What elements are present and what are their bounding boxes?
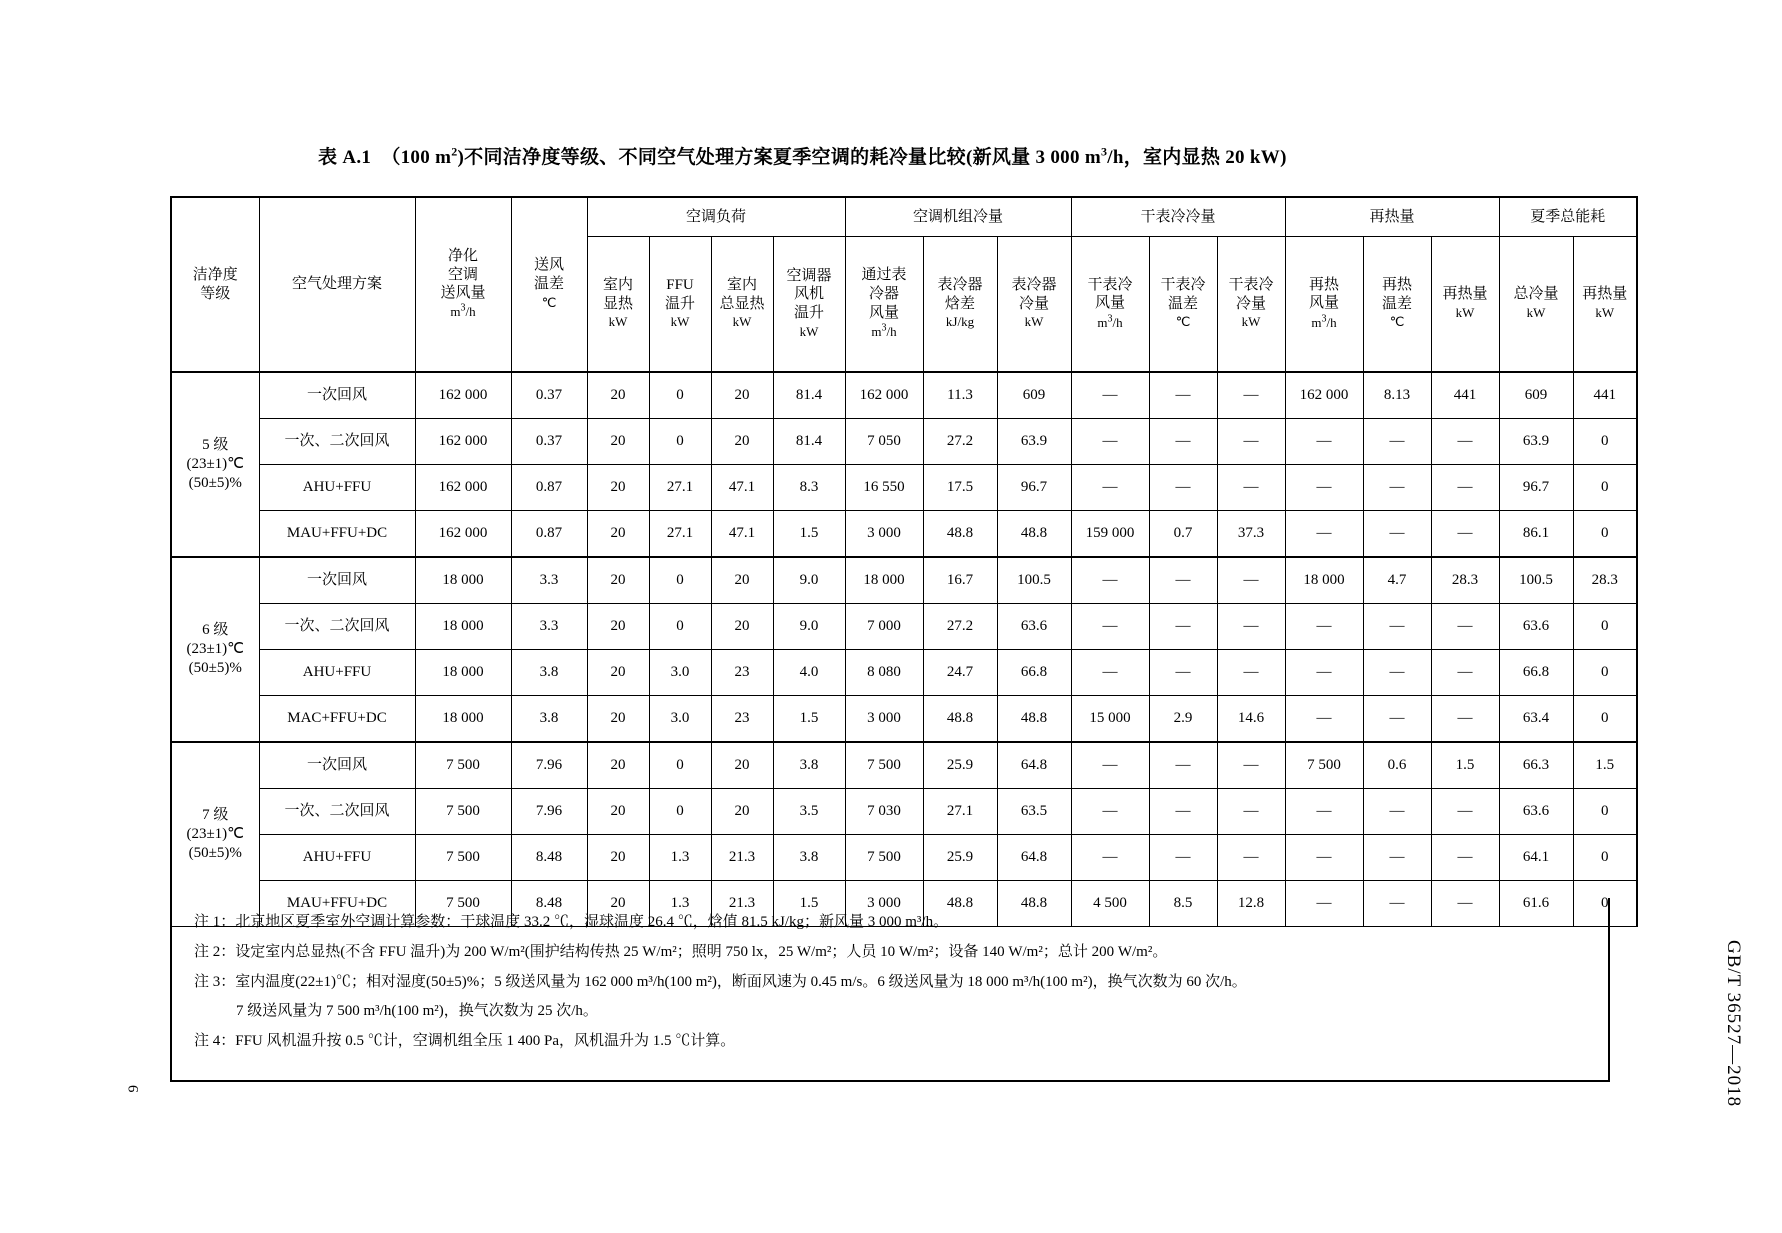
note-2: 注 2：设定室内总显热(不含 FFU 温升)为 200 W/m²(围护结构传热 25 W/m²；照明 750 lx，25 W/m²；人员 10 W/m²；设备 140 W/m²；总计 200 W/m²。	[194, 943, 1168, 960]
cell: —	[1363, 696, 1431, 743]
scheme-cell: AHU+FFU	[259, 835, 415, 881]
header-reheat-airflow: 再热 风量 $m^3/h$	[1285, 237, 1363, 373]
standard-id: GB/T 36527—2018	[1723, 940, 1744, 1108]
cell: 15 000	[1071, 696, 1149, 743]
table-row	[171, 789, 1637, 835]
cell: 0.37	[511, 419, 587, 465]
header-reheat-tempdiff: 再热 温差 ℃	[1363, 237, 1431, 373]
cell: 63.9	[997, 419, 1071, 465]
cell: —	[1431, 419, 1499, 465]
header-group-load: 空调负荷	[587, 197, 845, 237]
cell: —	[1363, 650, 1431, 696]
cell: 3.5	[773, 789, 845, 835]
cell: —	[1363, 511, 1431, 558]
header-coil-airflow: 通过表 冷器 风量 $m^3/h$	[845, 237, 923, 373]
cell: —	[1431, 835, 1499, 881]
cell: 20	[587, 511, 649, 558]
cell: 48.8	[997, 696, 1071, 743]
cell: 64.1	[1499, 835, 1573, 881]
cell: 66.8	[1499, 650, 1573, 696]
cell: 4.0	[773, 650, 845, 696]
cell: 18 000	[1285, 557, 1363, 604]
table-row	[171, 465, 1637, 511]
cell: —	[1217, 742, 1285, 789]
cell: 27.2	[923, 419, 997, 465]
header-supply-air: 净化 空调 送风量 $m^3/h$	[415, 197, 511, 372]
header-reheat-capacity: 再热量 kW	[1431, 237, 1499, 373]
cell: 20	[711, 372, 773, 419]
cell: 20	[587, 835, 649, 881]
note-1: 注 1：北京地区夏季室外空调计算参数：干球温度 33.2 ℃，湿球温度 26.4 ℃，焓值 81.5 kJ/kg；新风量 3 000 m³/h。	[194, 914, 949, 930]
cell: 28.3	[1431, 557, 1499, 604]
cell: 7 050	[845, 419, 923, 465]
class-line-1: 6 级	[202, 622, 229, 639]
scheme-cell: 一次、二次回风	[259, 789, 415, 835]
cell: 7 500	[845, 742, 923, 789]
scheme-cell: MAU+FFU+DC	[259, 511, 415, 558]
cell: 7.96	[511, 742, 587, 789]
cell: 0	[649, 789, 711, 835]
cell: 3.8	[773, 742, 845, 789]
note-3-cont: 7 级送风量为 7 500 m³/h(100 m²)，换气次数为 25 次/h。	[236, 1003, 598, 1020]
cell: 81.4	[773, 372, 845, 419]
header-indoor-total-sensible: 室内 总显热 kW	[711, 237, 773, 373]
cell: 96.7	[997, 465, 1071, 511]
cell: 86.1	[1499, 511, 1573, 558]
table-row	[171, 742, 1637, 789]
cell: 162 000	[415, 419, 511, 465]
cell: 7 500	[415, 789, 511, 835]
cell: 0.6	[1363, 742, 1431, 789]
cell: 27.1	[923, 789, 997, 835]
cell: 63.4	[1499, 696, 1573, 743]
cell: 159 000	[1071, 511, 1149, 558]
cell: 7 500	[845, 835, 923, 881]
cell: 1.5	[1431, 742, 1499, 789]
cell: 48.8	[923, 881, 997, 927]
cell: 20	[711, 789, 773, 835]
table-row	[171, 696, 1637, 743]
cell: 441	[1431, 372, 1499, 419]
cell: —	[1285, 696, 1363, 743]
cell: —	[1071, 557, 1149, 604]
cell: —	[1217, 419, 1285, 465]
scheme-cell: 一次回风	[259, 557, 415, 604]
cell: 162 000	[1285, 372, 1363, 419]
cell: 81.4	[773, 419, 845, 465]
cell: 21.3	[711, 881, 773, 927]
cell: —	[1149, 372, 1217, 419]
cell: —	[1285, 465, 1363, 511]
cell: —	[1285, 650, 1363, 696]
table-row	[171, 835, 1637, 881]
cell: —	[1363, 789, 1431, 835]
header-ffu-rise: FFU 温升 kW	[649, 237, 711, 373]
cell: 8.3	[773, 465, 845, 511]
cell: 47.1	[711, 465, 773, 511]
comparison-table	[170, 196, 1638, 927]
cell: 0.7	[1149, 511, 1217, 558]
page-number: 9	[126, 1085, 142, 1093]
cell: 20	[587, 789, 649, 835]
scheme-cell: AHU+FFU	[259, 650, 415, 696]
cell: 14.6	[1217, 696, 1285, 743]
cell: 0	[1573, 881, 1637, 927]
cell: 0	[1573, 511, 1637, 558]
cell: 11.3	[923, 372, 997, 419]
cell: 3.3	[511, 557, 587, 604]
cell: —	[1285, 835, 1363, 881]
cell: —	[1149, 419, 1217, 465]
cell: 20	[587, 696, 649, 743]
cell: 20	[587, 557, 649, 604]
cell: 3.8	[773, 835, 845, 881]
cell: 162 000	[415, 465, 511, 511]
cell: —	[1285, 419, 1363, 465]
cell: —	[1071, 372, 1149, 419]
cell: 3 000	[845, 511, 923, 558]
cell: 18 000	[415, 604, 511, 650]
cell: 3 000	[845, 696, 923, 743]
header-group-ahu: 空调机组冷量	[845, 197, 1071, 237]
cell: 609	[997, 372, 1071, 419]
header-coil-capacity: 表冷器 冷量 kW	[997, 237, 1071, 373]
cell: 25.9	[923, 742, 997, 789]
cell: 8.48	[511, 881, 587, 927]
cell: —	[1431, 604, 1499, 650]
class-level-cell	[171, 372, 259, 557]
cell: 27.1	[649, 465, 711, 511]
class-line-2: (23±1)℃	[186, 826, 245, 843]
scheme-cell: 一次回风	[259, 742, 415, 789]
cell: 63.6	[1499, 604, 1573, 650]
cell: 0	[649, 742, 711, 789]
class-line-1: 7 级	[202, 807, 229, 824]
cell: —	[1071, 789, 1149, 835]
cell: —	[1149, 604, 1217, 650]
cell: 2.9	[1149, 696, 1217, 743]
cell: —	[1071, 650, 1149, 696]
cell: 20	[711, 604, 773, 650]
cell: 100.5	[1499, 557, 1573, 604]
cell: 7 500	[415, 742, 511, 789]
table-title: 表 A.1 （100 $m^2$)不同洁净度等级、不同空气处理方案夏季空调的耗冷量比较(新风量 3 000 $m^3/h$，室内显热 20 kW)	[318, 144, 1287, 168]
cell: —	[1431, 511, 1499, 558]
cell: 0	[1573, 465, 1637, 511]
cell: 18 000	[415, 557, 511, 604]
cell: 0	[1573, 835, 1637, 881]
note-3: 注 3：室内温度(22±1)℃；相对湿度(50±5)%；5 级送风量为 162 000 m³/h(100 m²)，断面风速为 0.45 m/s。6 级送风量为 18 000 m³/h(100 m²)，换气次数为 60 次/h。	[194, 973, 1247, 990]
cell: 441	[1573, 372, 1637, 419]
cell: 48.8	[997, 511, 1071, 558]
cell: 20	[711, 557, 773, 604]
cell: 48.8	[923, 696, 997, 743]
cell: —	[1431, 881, 1499, 927]
cell: 28.3	[1573, 557, 1637, 604]
cell: 0	[1573, 650, 1637, 696]
header-drycoil-airflow: 干表冷 风量 $m^3/h$	[1071, 237, 1149, 373]
cell: 20	[587, 372, 649, 419]
cell: 18 000	[415, 650, 511, 696]
cell: 0	[649, 419, 711, 465]
cell: —	[1149, 557, 1217, 604]
cell: 9.0	[773, 557, 845, 604]
cell: —	[1217, 465, 1285, 511]
table-row	[171, 372, 1637, 419]
cell: 8.13	[1363, 372, 1431, 419]
cell: 12.8	[1217, 881, 1285, 927]
notes-box	[170, 898, 1610, 1082]
table-row	[171, 511, 1637, 558]
header-indoor-sensible: 室内 显热 kW	[587, 237, 649, 373]
scheme-cell: MAU+FFU+DC	[259, 881, 415, 927]
cell: 8.5	[1149, 881, 1217, 927]
cell: 8.48	[511, 835, 587, 881]
cell: —	[1149, 650, 1217, 696]
cell: —	[1363, 465, 1431, 511]
class-line-3: (50±5)%	[188, 659, 242, 676]
cell: —	[1149, 742, 1217, 789]
cell: 0	[1573, 696, 1637, 743]
cell: 162 000	[415, 372, 511, 419]
cell: 48.8	[997, 881, 1071, 927]
cell: —	[1071, 465, 1149, 511]
cell: 3.0	[649, 696, 711, 743]
cell: 0.37	[511, 372, 587, 419]
class-line-1: 5 级	[202, 437, 229, 454]
cell: 1.3	[649, 835, 711, 881]
cell: —	[1431, 650, 1499, 696]
cell: 609	[1499, 372, 1573, 419]
cell: —	[1071, 419, 1149, 465]
header-fan-rise: 空调器 风机 温升 kW	[773, 237, 845, 373]
header-coil-enthalpy: 表冷器 焓差 kJ/kg	[923, 237, 997, 373]
cell: 16 550	[845, 465, 923, 511]
cell: 0	[649, 372, 711, 419]
cell: 162 000	[415, 511, 511, 558]
cell: 3 000	[845, 881, 923, 927]
class-line-2: (23±1)℃	[186, 641, 245, 658]
cell: —	[1217, 372, 1285, 419]
cell: 0	[1573, 789, 1637, 835]
cell: —	[1149, 835, 1217, 881]
cell: —	[1363, 419, 1431, 465]
cell: 47.1	[711, 511, 773, 558]
cell: —	[1071, 742, 1149, 789]
cell: 20	[587, 604, 649, 650]
scheme-cell: MAC+FFU+DC	[259, 696, 415, 743]
cell: 96.7	[1499, 465, 1573, 511]
cell: 7 500	[415, 835, 511, 881]
cell: —	[1363, 604, 1431, 650]
table-row	[171, 419, 1637, 465]
cell: —	[1217, 650, 1285, 696]
cell: 9.0	[773, 604, 845, 650]
cell: 16.7	[923, 557, 997, 604]
cell: —	[1149, 465, 1217, 511]
table-row	[171, 650, 1637, 696]
cell: 18 000	[415, 696, 511, 743]
cell: 23	[711, 650, 773, 696]
cell: —	[1217, 557, 1285, 604]
cell: 20	[587, 742, 649, 789]
cell: 3.8	[511, 696, 587, 743]
cell: 48.8	[923, 511, 997, 558]
header-total-cooling: 总冷量 kW	[1499, 237, 1573, 373]
cell: —	[1285, 789, 1363, 835]
scheme-cell: 一次回风	[259, 372, 415, 419]
header-group-total: 夏季总能耗	[1499, 197, 1637, 237]
cell: 25.9	[923, 835, 997, 881]
header-row-groups	[171, 197, 1637, 237]
cell: 64.8	[997, 742, 1071, 789]
cell: 4.7	[1363, 557, 1431, 604]
cell: 63.6	[1499, 789, 1573, 835]
cell: 1.5	[1573, 742, 1637, 789]
cell: 3.8	[511, 650, 587, 696]
cell: 1.5	[773, 511, 845, 558]
header-class-level: 洁净度 等级	[171, 197, 259, 372]
cell: 18 000	[845, 557, 923, 604]
cell: 64.8	[997, 835, 1071, 881]
cell: —	[1285, 511, 1363, 558]
cell: 4 500	[1071, 881, 1149, 927]
cell: —	[1149, 789, 1217, 835]
cell: —	[1431, 789, 1499, 835]
cell: 63.9	[1499, 419, 1573, 465]
cell: —	[1217, 604, 1285, 650]
cell: 0.87	[511, 465, 587, 511]
cell: 21.3	[711, 835, 773, 881]
cell: —	[1071, 835, 1149, 881]
cell: 20	[711, 419, 773, 465]
cell: —	[1363, 881, 1431, 927]
header-drycoil-capacity: 干表冷 冷量 kW	[1217, 237, 1285, 373]
header-drycoil-tempdiff: 干表冷 温差 ℃	[1149, 237, 1217, 373]
cell: 20	[587, 881, 649, 927]
cell: 66.8	[997, 650, 1071, 696]
header-group-reheat: 再热量	[1285, 197, 1499, 237]
cell: —	[1217, 789, 1285, 835]
cell: 1.3	[649, 881, 711, 927]
cell: 7 500	[1285, 742, 1363, 789]
cell: 24.7	[923, 650, 997, 696]
cell: 20	[711, 742, 773, 789]
cell: 0.87	[511, 511, 587, 558]
cell: 23	[711, 696, 773, 743]
cell: 61.6	[1499, 881, 1573, 927]
cell: —	[1285, 604, 1363, 650]
scheme-cell: 一次、二次回风	[259, 419, 415, 465]
cell: 27.1	[649, 511, 711, 558]
class-line-3: (50±5)%	[188, 844, 242, 861]
header-group-dry-coil: 干表冷冷量	[1071, 197, 1285, 237]
header-scheme: 空气处理方案	[259, 197, 415, 372]
cell: —	[1071, 604, 1149, 650]
cell: 0	[649, 604, 711, 650]
cell: 1.5	[773, 696, 845, 743]
cell: 27.2	[923, 604, 997, 650]
cell: 8 080	[845, 650, 923, 696]
scheme-cell: 一次、二次回风	[259, 604, 415, 650]
header-temp-diff: 送风 温差 ℃	[511, 197, 587, 372]
cell: —	[1431, 465, 1499, 511]
cell: 0	[649, 557, 711, 604]
cell: 20	[587, 465, 649, 511]
cell: 0	[1573, 419, 1637, 465]
table-row	[171, 557, 1637, 604]
cell: 100.5	[997, 557, 1071, 604]
cell: 20	[587, 650, 649, 696]
cell: 3.3	[511, 604, 587, 650]
class-level-cell	[171, 557, 259, 742]
cell: —	[1217, 835, 1285, 881]
cell: 7 500	[415, 881, 511, 927]
cell: 1.5	[773, 881, 845, 927]
note-4: 注 4：FFU 风机温升按 0.5 ℃计，空调机组全压 1 400 Pa，风机温升为 1.5 ℃计算。	[194, 1033, 736, 1049]
cell: —	[1285, 881, 1363, 927]
cell: 7 030	[845, 789, 923, 835]
cell: —	[1431, 696, 1499, 743]
cell: 3.0	[649, 650, 711, 696]
cell: 7 000	[845, 604, 923, 650]
class-line-2: (23±1)℃	[186, 456, 245, 473]
cell: 17.5	[923, 465, 997, 511]
cell: 37.3	[1217, 511, 1285, 558]
cell: 63.6	[997, 604, 1071, 650]
cell: 162 000	[845, 372, 923, 419]
cell: 20	[587, 419, 649, 465]
cell: 7.96	[511, 789, 587, 835]
cell: 66.3	[1499, 742, 1573, 789]
header-total-reheat: 再热量 kW	[1573, 237, 1637, 373]
scheme-cell: AHU+FFU	[259, 465, 415, 511]
table-row	[171, 604, 1637, 650]
cell: —	[1363, 835, 1431, 881]
class-line-3: (50±5)%	[188, 474, 242, 491]
cell: 0	[1573, 604, 1637, 650]
cell: 63.5	[997, 789, 1071, 835]
